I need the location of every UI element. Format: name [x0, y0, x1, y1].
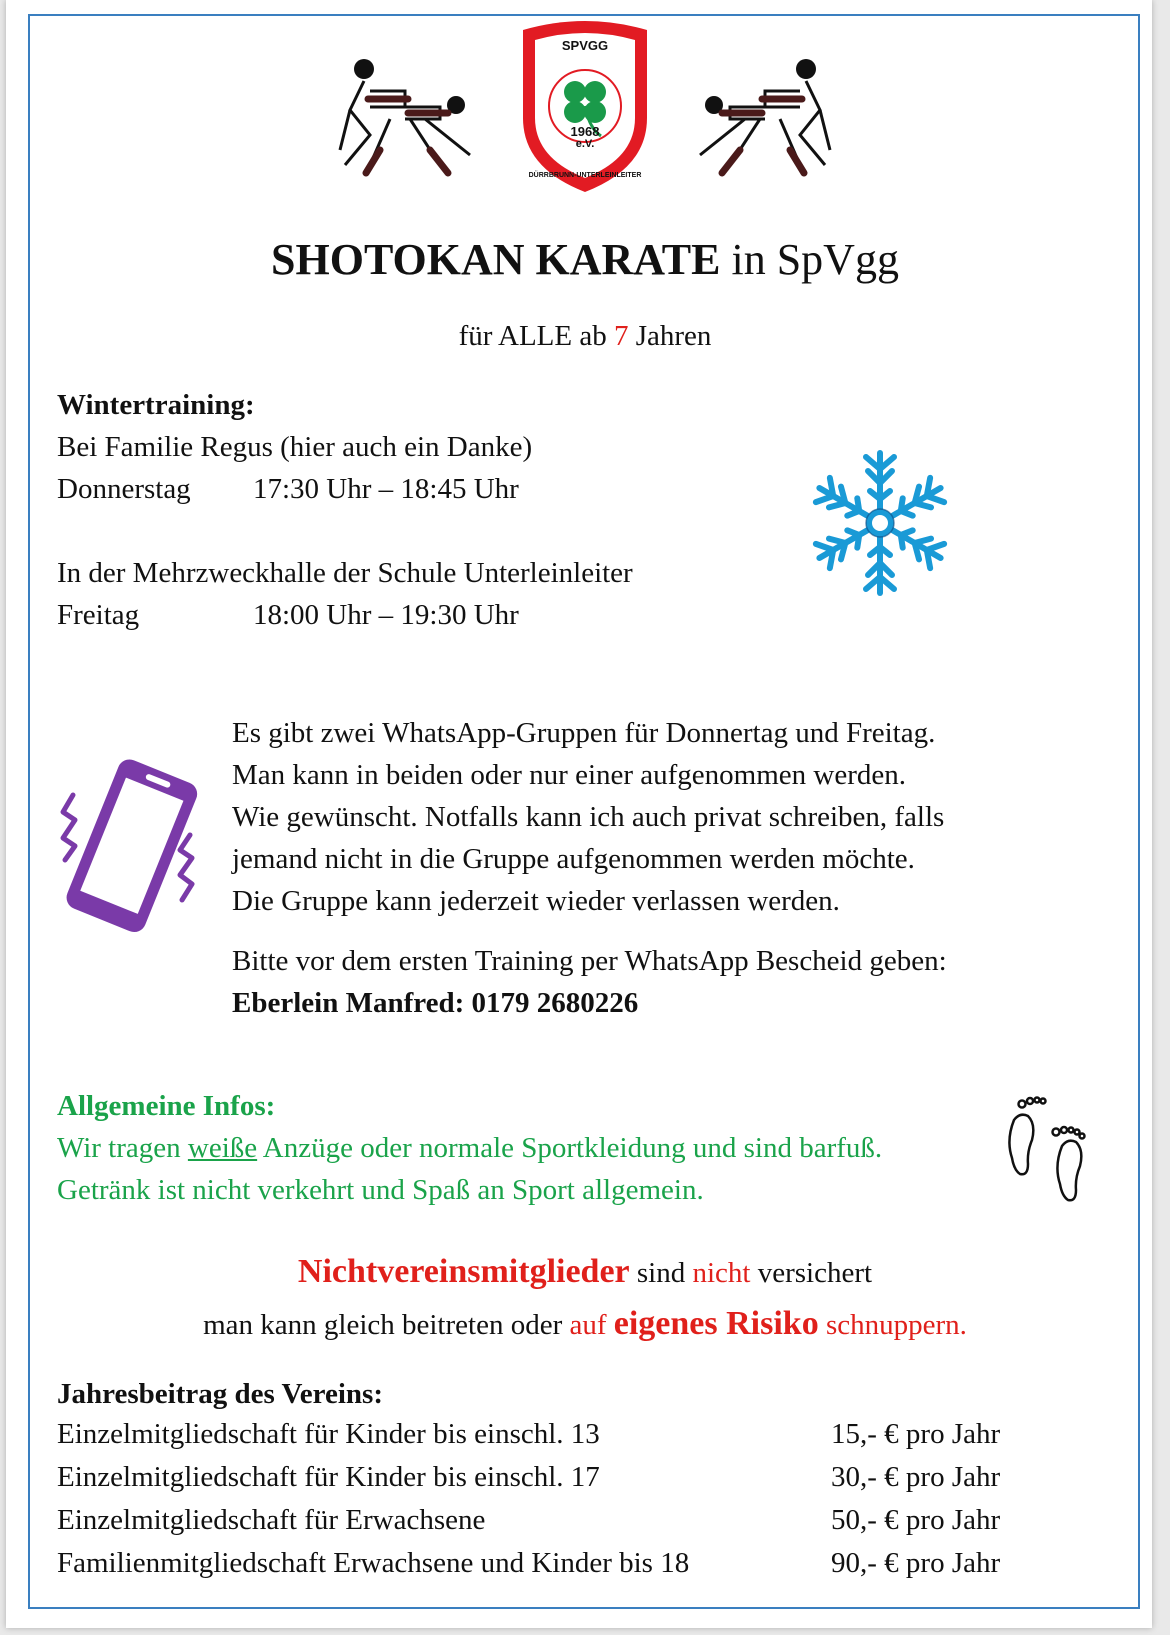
fee-row [57, 1456, 1057, 1499]
winter-section [57, 384, 633, 636]
fee-label: Einzelmitgliedschaft für Erwachsene [57, 1504, 486, 1536]
infos-line-2: Getränk ist nicht verkehrt und Spaß an Sport allgemein. [57, 1174, 704, 1206]
subtitle-pre: für ALLE ab [458, 320, 614, 352]
logo-ring-text: DÜRRBRUNN-UNTERLEINLEITER [528, 172, 642, 179]
karate-fighter-left-icon [330, 55, 480, 185]
logo-ev: e.V. [575, 138, 595, 150]
whatsapp-line-5: Die Gruppe kann jederzeit wieder verlassen werden. [232, 885, 840, 917]
winter-location-1: Bei Familie Regus (hier auch ein Danke) [57, 431, 533, 463]
fees-section [57, 1373, 1057, 1585]
infos-line1-underline: weiße [187, 1132, 258, 1164]
whatsapp-line-2: Man kann in beiden oder nur einer aufgenommen werden. [232, 759, 907, 791]
subtitle-age: 7 [613, 320, 629, 352]
insurance-line-2 [0, 1300, 1170, 1349]
karate-fighter-right-icon [690, 55, 840, 185]
infos-line1-post: Anzüge oder normale Sportkleidung und sind barfuß. [257, 1132, 883, 1164]
fee-row [57, 1413, 1057, 1456]
page-subtitle [0, 318, 1170, 354]
winter-schedule-2 [57, 594, 633, 636]
winter-day-2: Freitag [57, 599, 140, 631]
spacer [57, 510, 633, 552]
whatsapp-contact: Eberlein Manfred: 0179 2680226 [232, 987, 639, 1019]
footprints-icon [1000, 1092, 1100, 1212]
infos-line-1 [57, 1127, 882, 1169]
winter-schedule-1 [57, 468, 633, 510]
title-rest: in SpVgg [720, 235, 899, 284]
insurance-line2-post: schnuppern. [818, 1309, 967, 1341]
snowflake-icon [812, 448, 948, 598]
page-title [0, 232, 1170, 288]
infos-section [57, 1085, 882, 1211]
winter-heading: Wintertraining: [57, 389, 255, 421]
fee-price: 50,- € pro Jahr [831, 1504, 1001, 1536]
winter-time-2: 18:00 Uhr – 19:30 Uhr [253, 599, 519, 631]
insurance-mid-2: versichert [750, 1257, 873, 1289]
insurance-word-2: nicht [692, 1257, 751, 1289]
insurance-line2-pre: man kann gleich beitreten oder [203, 1309, 570, 1341]
insurance-word-1: Nichtvereinsmitglieder [297, 1253, 630, 1290]
fee-price: 30,- € pro Jahr [831, 1461, 1001, 1493]
whatsapp-section [232, 712, 947, 1024]
vibrating-phone-icon [45, 750, 210, 940]
whatsapp-line-1: Es gibt zwei WhatsApp-Gruppen für Donnertag und Freitag. [232, 717, 936, 749]
infos-line1-pre: Wir tragen [57, 1132, 188, 1164]
logo-text-top: SPVGG [561, 38, 609, 53]
winter-location-2: In der Mehrzweckhalle der Schule Unterleinleiter [57, 557, 633, 589]
fee-label: Familienmitgliedschaft Erwachsene und Kinder bis 18 [57, 1547, 690, 1579]
fee-price: 90,- € pro Jahr [831, 1547, 1001, 1579]
whatsapp-notice: Bitte vor dem ersten Training per WhatsApp Bescheid geben: [232, 945, 947, 977]
fee-label: Einzelmitgliedschaft für Kinder bis einschl. 17 [57, 1461, 600, 1493]
winter-time-1: 17:30 Uhr – 18:45 Uhr [253, 473, 519, 505]
title-bold: SHOTOKAN KARATE [271, 235, 721, 284]
fees-heading: Jahresbeitrag des Vereins: [57, 1378, 383, 1410]
whatsapp-line-3: Wie gewünscht. Notfalls kann ich auch privat schreiben, falls [232, 801, 945, 833]
fee-row [57, 1499, 1057, 1542]
subtitle-post: Jahren [628, 320, 712, 352]
insurance-line-1 [0, 1248, 1170, 1297]
fee-price: 15,- € pro Jahr [831, 1418, 1001, 1450]
insurance-line2-auf: auf [569, 1309, 614, 1341]
insurance-line2-big: eigenes Risiko [613, 1305, 819, 1342]
fee-label: Einzelmitgliedschaft für Kinder bis einschl. 13 [57, 1418, 600, 1450]
fee-row [57, 1542, 1057, 1585]
logo-year: 1968 [570, 124, 600, 139]
insurance-mid-1: sind [629, 1257, 693, 1289]
whatsapp-line-4: jemand nicht in die Gruppe aufgenommen werden möchte. [232, 843, 915, 875]
infos-heading: Allgemeine Infos: [57, 1090, 276, 1122]
winter-day-1: Donnerstag [57, 473, 191, 505]
